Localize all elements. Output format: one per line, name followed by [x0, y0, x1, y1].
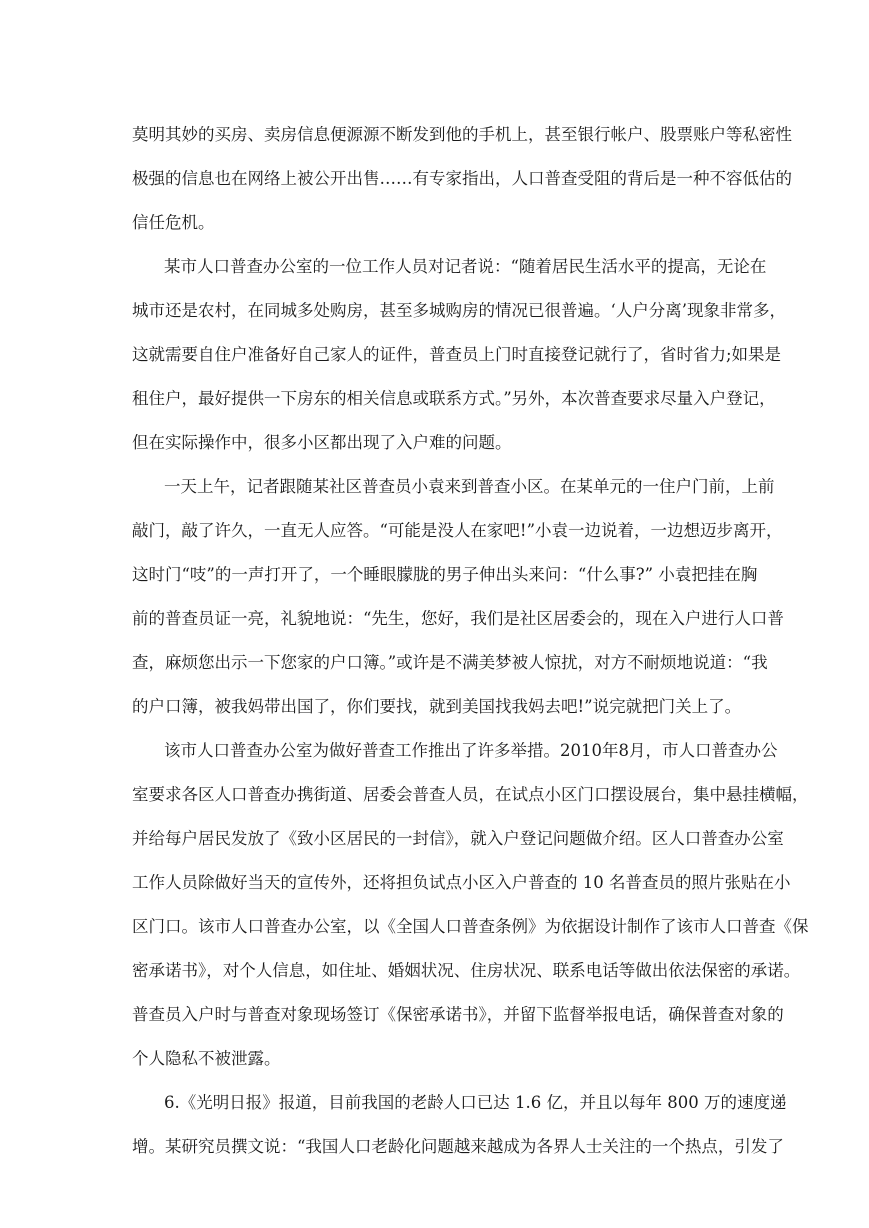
text-line: 极强的信息也在网络上被公开出售……有专家指出，人口普查受阻的背后是一种不容低估的 [132, 169, 792, 188]
text-line: 前的普查员证一亮，礼貌地说：“先生，您好，我们是社区居委会的，现在入户进行人口普 [132, 609, 784, 628]
text-line: 但在实际操作中，很多小区都出现了入户难的问题。 [132, 433, 512, 452]
text-line: 某市人口普查办公室的一位工作人员对记者说：“随着居民生活水平的提高，无论在 [164, 257, 767, 276]
text-line: 租住户，最好提供一下房东的相关信息或联系方式。”另外，本次普查要求尽量入户登记， [132, 389, 776, 408]
text-line: 的户口簿，被我妈带出国了，你们要找，就到美国找我妈去吧!”说完就把门关上了。 [132, 697, 742, 716]
text-line: 工作人员除做好当天的宣传外，还将担负试点小区入户普查的 10 名普查员的照片张贴在小 [132, 873, 791, 892]
text-line: 一天上午，记者跟随某社区普查员小袁来到普查小区。在某单元的一住户门前，上前 [164, 477, 775, 496]
text-line: 这就需要自住户准备好自己家人的证件，普查员上门时直接登记就行了，省时省力;如果是 [132, 345, 782, 364]
text-line: 这时门“吱”的一声打开了，一个睡眼朦胧的男子伸出头来问：“什么事?” 小袁把挂在胸 [132, 565, 758, 584]
text-line: 莫明其妙的买房、卖房信息便源源不断发到他的手机上，甚至银行帐户、股票账户等私密性 [132, 125, 792, 144]
text-line: 室要求各区人口普查办携街道、居委会普查人员，在试点小区门口摆设展台，集中悬挂横幅， [132, 785, 809, 804]
text-line: 增。某研究员撰文说：“我国人口老龄化问题越来越成为各界人士关注的一个热点，引发了 [132, 1137, 784, 1156]
text-line: 城市还是农村，在同城多处购房，甚至多城购房的情况已很普遍。‘人户分离’现象非常多， [132, 301, 786, 320]
text-line: 该市人口普查办公室为做好普查工作推出了许多举措。2010年8月，市人口普查办公 [164, 741, 778, 760]
text-line: 区门口。该市人口普查办公室，以《全国人口普查条例》为依据设计制作了该市人口普查《保 [132, 917, 809, 936]
text-line: 敲门，敲了许久，一直无人应答。“可能是没人在家吧!”小袁一边说着，一边想迈步离开， [132, 521, 783, 540]
text-line: 密承诺书》，对个人信息，如住址、婚姻状况、住房状况、联系电话等做出依法保密的承诺。 [132, 961, 801, 980]
text-line: 普查员入户时与普查对象现场签订《保密承诺书》，并留下监督举报电话，确保普查对象的 [132, 1005, 784, 1024]
text-line: 6.《光明日报》报道，目前我国的老龄人口已达 1.6 亿，并且以每年 800 万的速度递 [164, 1093, 787, 1112]
text-line: 个人隐私不被泄露。 [132, 1049, 281, 1068]
text-line: 并给每户居民发放了《致小区居民的一封信》，就入户登记问题做介绍。区人口普查办公室 [132, 829, 784, 848]
text-line: 查，麻烦您出示一下您家的户口簿。”或许是不满美梦被人惊扰，对方不耐烦地说道：“我 [132, 653, 768, 672]
text-line: 信任危机。 [132, 213, 215, 232]
